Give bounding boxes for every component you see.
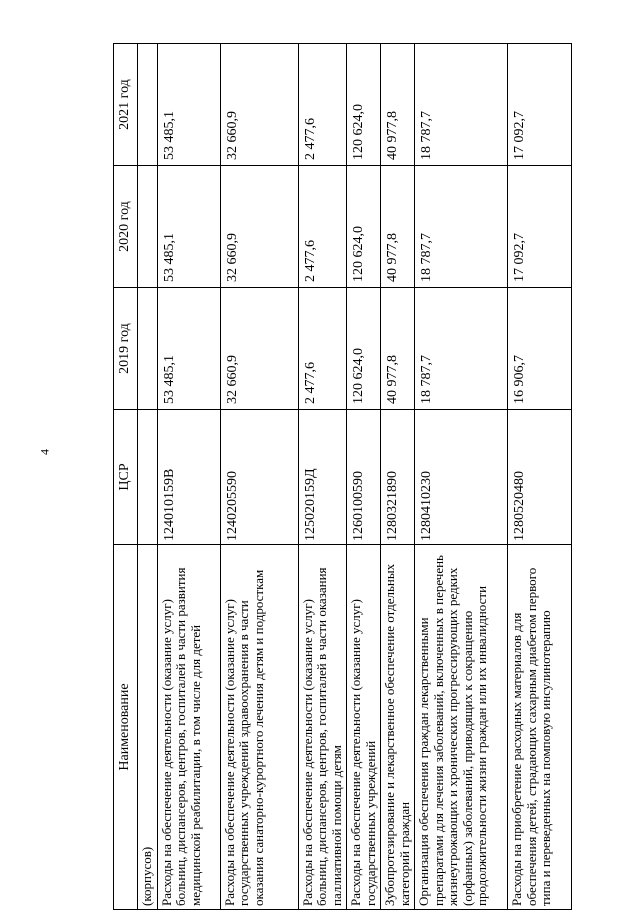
table-row — [347, 44, 381, 910]
row-code — [138, 410, 158, 545]
row-2021: 53 485,1 — [157, 44, 220, 166]
row-name: (корпусов) — [138, 545, 158, 910]
table-header-row — [114, 44, 138, 910]
page-number: 4 — [37, 449, 52, 455]
header-name: Наименование — [114, 545, 138, 910]
row-code: 1260100590 — [347, 410, 381, 545]
table-row — [508, 44, 572, 910]
row-code: 124010159В — [157, 410, 220, 545]
row-2021: 120 624,0 — [347, 44, 381, 166]
row-2019: 16 906,7 — [508, 288, 572, 410]
row-2020: 53 485,1 — [157, 166, 220, 288]
budget-table — [113, 43, 572, 910]
row-2019: 2 477,6 — [298, 288, 347, 410]
header-2021: 2021 год — [114, 44, 138, 166]
row-name: Расходы на обеспечение деятельности (оказание услуг) больниц, диспансеров, центров, госпиталей в части оказания паллиативной помощи детям — [298, 545, 347, 910]
row-name: Зубопротезирование и лекарственное обеспечение отдельных категорий граждан — [381, 545, 415, 910]
row-name: Расходы на обеспечение деятельности (оказание услуг) государственных учреждений — [347, 545, 381, 910]
row-2021: 17 092,7 — [508, 44, 572, 166]
row-2019 — [138, 288, 158, 410]
row-code: 1240205590 — [220, 410, 298, 545]
header-2019: 2019 год — [114, 288, 138, 410]
row-2019: 32 660,9 — [220, 288, 298, 410]
row-2019: 120 624,0 — [347, 288, 381, 410]
row-2020: 18 787,7 — [415, 166, 508, 288]
budget-table-container — [113, 79, 553, 910]
row-2020: 120 624,0 — [347, 166, 381, 288]
row-name: Расходы на приобретение расходных материалов для обеспечения детей, страдающих сахарным диабетом первого типа и переведенных на помповую инсулинотерапию — [508, 545, 572, 910]
row-2021: 18 787,7 — [415, 44, 508, 166]
table-row — [415, 44, 508, 910]
table-row — [220, 44, 298, 910]
row-name: Расходы на обеспечение деятельности (оказание услуг) больниц, диспансеров, центров, госпиталей в части развития медицинской реабилитации, в том числе для детей — [157, 545, 220, 910]
row-2019: 53 485,1 — [157, 288, 220, 410]
row-code: 1280520480 — [508, 410, 572, 545]
row-2021: 2 477,6 — [298, 44, 347, 166]
header-code: ЦСР — [114, 410, 138, 545]
row-2020: 17 092,7 — [508, 166, 572, 288]
header-2020: 2020 год — [114, 166, 138, 288]
row-2021 — [138, 44, 158, 166]
row-2020: 32 660,9 — [220, 166, 298, 288]
row-2021: 32 660,9 — [220, 44, 298, 166]
table-row — [298, 44, 347, 910]
table-row — [381, 44, 415, 910]
table-row — [138, 44, 158, 910]
row-2020 — [138, 166, 158, 288]
row-2019: 18 787,7 — [415, 288, 508, 410]
row-2020: 40 977,8 — [381, 166, 415, 288]
row-2020: 2 477,6 — [298, 166, 347, 288]
row-code: 1280410230 — [415, 410, 508, 545]
table-row — [157, 44, 220, 910]
row-code: 125020159Д — [298, 410, 347, 545]
row-name: Организация обеспечения граждан лекарственными препаратами для лечения заболеваний, включенных в перечень жизнеугрожающих и хронических прогрессирующих редких (орфанных) заболеваний, приводящих к сокращению продолжительности жизни граждан или их инвалидности — [415, 545, 508, 910]
row-2019: 40 977,8 — [381, 288, 415, 410]
row-name: Расходы на обеспечение деятельности (оказание услуг) государственных учреждений здравоохранения в части оказания санаторно-курортного лечения детям и подросткам — [220, 545, 298, 910]
row-code: 1280321890 — [381, 410, 415, 545]
row-2021: 40 977,8 — [381, 44, 415, 166]
